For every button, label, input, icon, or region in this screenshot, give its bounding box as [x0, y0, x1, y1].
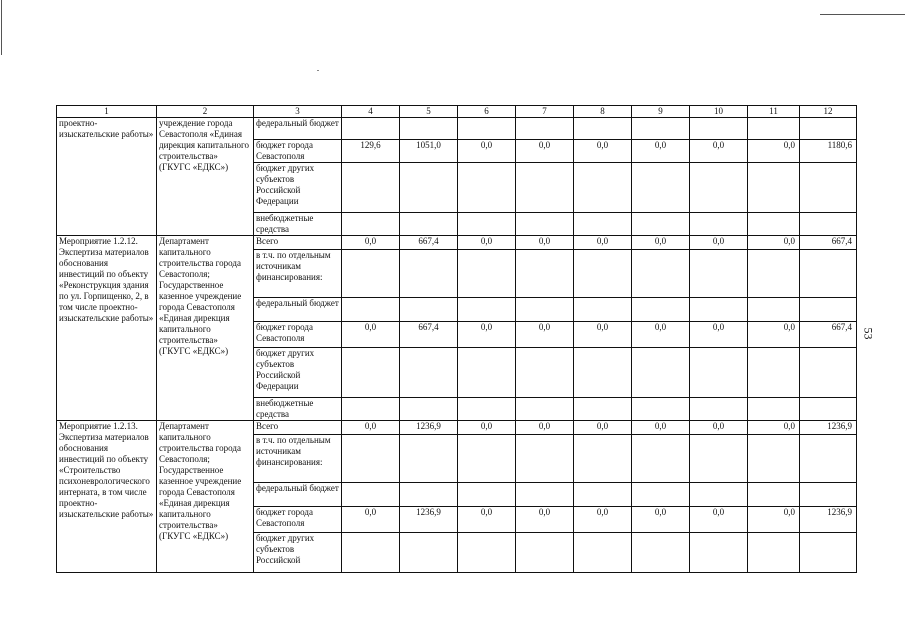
funding-source-label: бюджет других субъектов Российской Федерации: [254, 163, 342, 213]
funding-source-label: федеральный бюджет: [254, 483, 342, 507]
value-cell: [516, 483, 574, 507]
value-cell: [632, 533, 690, 573]
value-cell: [632, 398, 690, 421]
value-cell: [574, 298, 632, 322]
value-cell: [400, 398, 458, 421]
value-cell: 0,0: [574, 236, 632, 250]
value-cell: [400, 298, 458, 322]
block-b-executor: Департамент капитального строительства города Севастополя; Государственное казенное учреждение города Севастополя «Единая дирекция капитального строительства» (ГКУГС «ЕДКС»): [157, 236, 254, 421]
value-cell: 0,0: [574, 322, 632, 348]
value-cell: [690, 435, 748, 483]
funding-source-label: бюджет города Севастополя: [254, 507, 342, 533]
value-cell: 0,0: [748, 322, 800, 348]
value-cell: [690, 298, 748, 322]
funding-source-label: федеральный бюджет: [254, 298, 342, 322]
value-cell: [516, 250, 574, 298]
value-cell: 0,0: [458, 507, 516, 533]
value-cell: 0,0: [516, 236, 574, 250]
value-cell: 0,0: [748, 236, 800, 250]
block-b-row: [57, 236, 857, 250]
value-cell: 0,0: [748, 140, 800, 163]
value-cell: [748, 348, 800, 398]
funding-source-label: бюджет других субъектов Российской: [254, 533, 342, 573]
value-cell: [516, 118, 574, 140]
value-cell: 1236,9: [400, 421, 458, 435]
funding-source-label: внебюджетные средства: [254, 213, 342, 236]
value-cell: 0,0: [574, 507, 632, 533]
value-cell: [800, 118, 857, 140]
value-cell: 1236,9: [400, 507, 458, 533]
value-cell: [632, 435, 690, 483]
value-cell: [458, 118, 516, 140]
block-b-measure-name: Мероприятие 1.2.12. Экспертиза материалов обоснования инвестиций по объекту «Реконструкция здания по ул. Горпищенко, 2, в том числе проектно-изыскательские работы»: [57, 236, 157, 421]
value-cell: [574, 398, 632, 421]
funding-source-label: в т.ч. по отдельным источникам финансирования:: [254, 435, 342, 483]
value-cell: [800, 398, 857, 421]
value-cell: [342, 298, 400, 322]
value-cell: [400, 250, 458, 298]
top-rule: [820, 14, 905, 15]
value-cell: [748, 250, 800, 298]
header-cell: 3: [254, 106, 342, 118]
value-cell: [400, 348, 458, 398]
value-cell: [800, 298, 857, 322]
value-cell: [458, 398, 516, 421]
funding-source-label: бюджет города Севастополя: [254, 140, 342, 163]
value-cell: 0,0: [632, 322, 690, 348]
value-cell: 0,0: [632, 421, 690, 435]
value-cell: 0,0: [342, 322, 400, 348]
value-cell: 667,4: [800, 322, 857, 348]
value-cell: [574, 163, 632, 213]
value-cell: [342, 348, 400, 398]
value-cell: [690, 533, 748, 573]
value-cell: [748, 533, 800, 573]
value-cell: 0,0: [458, 236, 516, 250]
block-a-executor: учреждение города Севастополя «Единая дирекция капитального строительства» (ГКУГС «ЕДКС»): [157, 118, 254, 236]
value-cell: [748, 298, 800, 322]
scan-speck: [317, 70, 319, 71]
value-cell: 0,0: [516, 322, 574, 348]
value-cell: [342, 398, 400, 421]
header-cell: 6: [458, 106, 516, 118]
value-cell: [458, 348, 516, 398]
value-cell: [690, 348, 748, 398]
value-cell: 0,0: [458, 421, 516, 435]
value-cell: 0,0: [458, 140, 516, 163]
funding-source-label: бюджет города Севастополя: [254, 322, 342, 348]
value-cell: 0,0: [516, 421, 574, 435]
value-cell: 0,0: [748, 507, 800, 533]
value-cell: [574, 348, 632, 398]
value-cell: [632, 118, 690, 140]
value-cell: [400, 533, 458, 573]
value-cell: 0,0: [342, 236, 400, 250]
header-cell: 8: [574, 106, 632, 118]
value-cell: [342, 118, 400, 140]
value-cell: [748, 398, 800, 421]
value-cell: [632, 213, 690, 236]
value-cell: 1180,6: [800, 140, 857, 163]
value-cell: [690, 250, 748, 298]
header-row: [57, 106, 857, 118]
value-cell: [690, 213, 748, 236]
value-cell: [516, 533, 574, 573]
value-cell: 0,0: [516, 140, 574, 163]
value-cell: 0,0: [690, 140, 748, 163]
header-cell: 7: [516, 106, 574, 118]
value-cell: 0,0: [632, 140, 690, 163]
value-cell: [748, 483, 800, 507]
value-cell: [800, 533, 857, 573]
value-cell: [400, 435, 458, 483]
value-cell: [458, 435, 516, 483]
value-cell: [800, 348, 857, 398]
value-cell: [516, 298, 574, 322]
value-cell: [458, 163, 516, 213]
value-cell: [342, 163, 400, 213]
value-cell: [574, 435, 632, 483]
page-number: 53: [861, 327, 876, 340]
value-cell: [690, 163, 748, 213]
funding-source-label: Всего: [254, 236, 342, 250]
header-cell: 4: [342, 106, 400, 118]
value-cell: [690, 483, 748, 507]
value-cell: [800, 213, 857, 236]
value-cell: 0,0: [342, 421, 400, 435]
value-cell: [516, 435, 574, 483]
block-a-row: [57, 118, 857, 140]
value-cell: 0,0: [574, 140, 632, 163]
header-cell: 2: [157, 106, 254, 118]
value-cell: [458, 298, 516, 322]
header-cell: 12: [800, 106, 857, 118]
value-cell: 0,0: [748, 421, 800, 435]
value-cell: 1236,9: [800, 507, 857, 533]
value-cell: [342, 533, 400, 573]
block-c-measure-name: Мероприятие 1.2.13. Экспертиза материалов обоснования инвестиций по объекту «Строительство психоневрологического интерната, в том числе проектно-изыскательские работы»: [57, 421, 157, 573]
value-cell: [516, 348, 574, 398]
value-cell: [574, 483, 632, 507]
header-cell: 1: [57, 106, 157, 118]
value-cell: [632, 298, 690, 322]
value-cell: [690, 398, 748, 421]
value-cell: 667,4: [400, 322, 458, 348]
value-cell: [632, 348, 690, 398]
value-cell: [574, 118, 632, 140]
value-cell: 0,0: [458, 322, 516, 348]
value-cell: [632, 250, 690, 298]
value-cell: [690, 118, 748, 140]
value-cell: [748, 118, 800, 140]
value-cell: [800, 163, 857, 213]
value-cell: [400, 118, 458, 140]
value-cell: [748, 163, 800, 213]
header-cell: 9: [632, 106, 690, 118]
value-cell: [516, 213, 574, 236]
value-cell: 0,0: [342, 507, 400, 533]
value-cell: 1051,0: [400, 140, 458, 163]
value-cell: [400, 163, 458, 213]
value-cell: [800, 250, 857, 298]
value-cell: [632, 163, 690, 213]
value-cell: [458, 483, 516, 507]
block-a-measure-name: проектно-изыскательские работы»: [57, 118, 157, 236]
value-cell: [574, 213, 632, 236]
value-cell: [748, 213, 800, 236]
funding-source-label: федеральный бюджет: [254, 118, 342, 140]
value-cell: [800, 435, 857, 483]
value-cell: 667,4: [400, 236, 458, 250]
value-cell: 0,0: [690, 236, 748, 250]
value-cell: [748, 435, 800, 483]
value-cell: [342, 483, 400, 507]
value-cell: 0,0: [516, 507, 574, 533]
value-cell: [400, 483, 458, 507]
value-cell: 1236,9: [800, 421, 857, 435]
funding-source-label: в т.ч. по отдельным источникам финансирования:: [254, 250, 342, 298]
value-cell: 0,0: [690, 507, 748, 533]
value-cell: [458, 213, 516, 236]
value-cell: 0,0: [632, 236, 690, 250]
value-cell: [516, 163, 574, 213]
value-cell: [574, 250, 632, 298]
funding-source-label: Всего: [254, 421, 342, 435]
value-cell: 0,0: [574, 421, 632, 435]
value-cell: 0,0: [690, 421, 748, 435]
block-c-executor: Департамент капитального строительства города Севастополя; Государственное казенное учреждение города Севастополя «Единая дирекция капитального строительства» (ГКУГС «ЕДКС»): [157, 421, 254, 573]
block-c-row: [57, 421, 857, 435]
value-cell: [458, 533, 516, 573]
header-cell: 10: [690, 106, 748, 118]
value-cell: 667,4: [800, 236, 857, 250]
header-cell: 5: [400, 106, 458, 118]
value-cell: [342, 435, 400, 483]
value-cell: [516, 398, 574, 421]
value-cell: 129,6: [342, 140, 400, 163]
funding-source-label: внебюджетные средства: [254, 398, 342, 421]
value-cell: [342, 250, 400, 298]
value-cell: 0,0: [690, 322, 748, 348]
value-cell: 0,0: [632, 507, 690, 533]
value-cell: [342, 213, 400, 236]
value-cell: [400, 213, 458, 236]
funding-source-label: бюджет других субъектов Российской Федерации: [254, 348, 342, 398]
header-cell: 11: [748, 106, 800, 118]
value-cell: [800, 483, 857, 507]
budget-table: [56, 105, 857, 573]
value-cell: [458, 250, 516, 298]
left-edge-rule: [1, 0, 2, 55]
value-cell: [574, 533, 632, 573]
value-cell: [632, 483, 690, 507]
